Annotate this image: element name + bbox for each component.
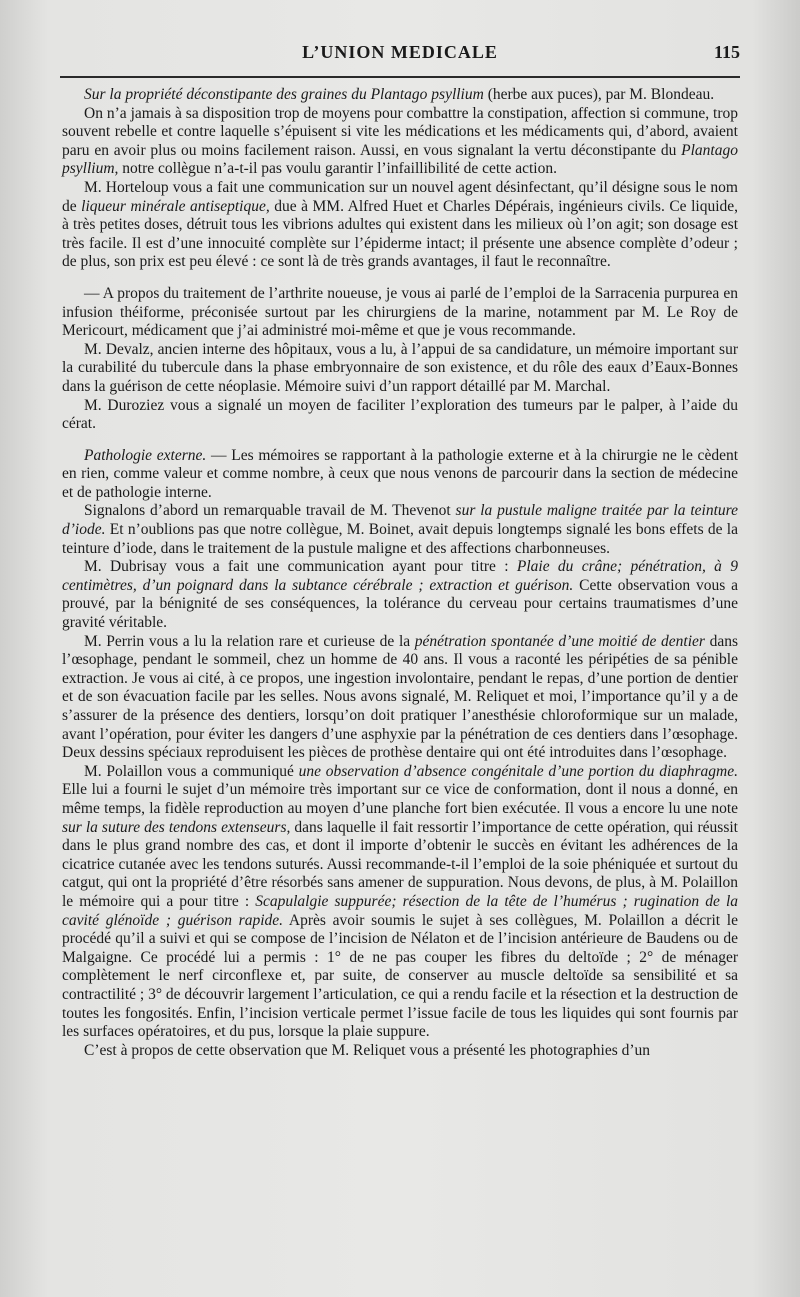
text-run: dans laquelle il fait ressortir l’importance de cette opération, qui réussit dans le plus grand nombre des cas, et dont il importe d’obtenir le succès en évitant les adhérences de la cicatrice cutanée avec les tendons suturés. Aussi recommande-t-il l’emploi de la soie phéniquée et surtout du catgut, qui ont la propriété d’être résorbés sans amener de suppuration. Nous devons, de plus, à M. Polaillon le mémoire qui a pour titre : [62, 818, 738, 910]
paragraph [62, 397, 738, 434]
italic-text: Plaie du crâne; pénétration, à 9 centimètres, d’un poignard dans la subtance cérébrale ; extraction et guérison. [62, 558, 739, 594]
paragraph [62, 1042, 738, 1061]
paragraph [62, 179, 738, 272]
text-run: M. Dubrisay vous a fait une communication ayant pour titre : [84, 558, 517, 576]
text-run: — A propos du traitement de l’arthrite noueuse, je vous ai parlé de l’emploi de la Sarracenia purpurea en infusion théiforme, préconisée surtout par les chirurgiens de la marine, notamment par M. Le Roy de Mericourt, médicament que j’ai administré moi-même et que je vous recommande. [62, 284, 738, 340]
italic-text: Sur la propriété déconstipante des graines du Plantago psyllium [84, 86, 484, 103]
italic-text: sur la suture des tendons extenseurs, [62, 818, 291, 836]
text-run: due à MM. Alfred Huet et Charles Dépérais, ingénieurs civils. Ce liquide, à très petites doses, détruit tous les vibrions adultes qui existent dans les milieux où l’on agit; son dosage est très facile. Il est d’une innocuité complète sur l’épiderme intact; il présente une absence complète d’odeur ; de plus, son prix est peu élevé : ce sont là de très grands avantages, il faut le reconnaître. [62, 197, 738, 271]
italic-text: pénétration spontanée d’une moitié de dentier [414, 632, 705, 650]
paragraph [62, 285, 738, 341]
text-run: Après avoir soumis le sujet à ses collègues, M. Polaillon a décrit le procédé qu’il a suivi et qui se compose de l’incision de Nélaton et de l’incision antérieure de Baudens ou de Malgaigne. Ce procédé lui a permis : 1° de ne pas couper les fibres du deltoïde ; 2° de ménager complètement le nerf circonflexe et, par suite, de conserver au muscle deltoïde sa sensibilité et sa contractilité ; 3° de découvrir largement l’articulation, ce qui a rendu facile et la résection et la destruction de toutes les fongosités. Enfin, l’incision verticale permet l’issue facile de tous les liquides qui sont fournis par les surfaces opératoires, et du pus, lorsque la plaie suppure. [62, 911, 738, 1041]
italic-text: Scapulalgie suppurée; résection de la tête de l’humérus ; rugination de la cavité glénoïde ; guérison rapide. [62, 892, 739, 929]
paragraph [62, 763, 738, 1042]
italic-text: une observation d’absence congénitale d’une portion du diaphragme. [298, 762, 738, 780]
text-run: (herbe aux puces), par M. Blondeau. [483, 86, 715, 103]
italic-text: sur la pustule maligne traitée par la teinture d’iode. [62, 502, 739, 539]
body-text [62, 86, 738, 1060]
page-number: 115 [713, 42, 740, 62]
paragraph [62, 105, 738, 179]
text-run: On n’a jamais à sa disposition trop de moyens pour combattre la constipation, affection si commune, trop souvent rebelle et contre laquelle s’épuisent si vite les médications et les médicaments qui, d’abord, avaient paru en avoir plus ou moins facilement raison. Aussi, en vous signalant la vertu déconstipante du [62, 104, 738, 159]
text-run: M. Perrin vous a lu la relation rare et curieuse de la [84, 632, 415, 650]
italic-text: Plantago psyllium, [62, 141, 738, 178]
text-run: notre collègue n’a-t-il pas voulu garantir l’infaillibilité de cette action. [118, 160, 557, 178]
paragraph [62, 502, 738, 558]
page-header [60, 40, 740, 70]
text-run: Signalons d’abord un remarquable travail de M. Thevenot [84, 502, 456, 520]
text-run: M. Devalz, ancien interne des hôpitaux, vous a lu, à l’appui de sa candidature, un mémoire important sur la curabilité du tubercule dans la phase embryonnaire de son existence, et du rôle des eaux d’Eaux-Bonnes dans la guérison de cette néoplasie. Mémoire suivi d’un rapport détaillé par M. Marchal. [62, 340, 738, 395]
paragraph [62, 86, 738, 105]
italic-text: liqueur minérale antiseptique, [81, 197, 270, 215]
text-run: M. Polaillon vous a communiqué [84, 762, 299, 780]
italic-text: Pathologie externe. [84, 446, 207, 464]
text-run: C’est à propos de cette observation que M. Reliquet vous a présenté les photographies d’un [84, 1041, 651, 1059]
text-run: dans l’œsophage, pendant le sommeil, chez un homme de 40 ans. Il vous a raconté les péripéties de sa pénible extraction. Je vous ai cité, à ce propos, une ingestion involontaire, pendant le repas, d’une portion de dentier et de son évacuation facile par les selles. Nous avons signalé, M. Reliquet et moi, l’importance qu’il y a de s’assurer de la présence des dentiers, lorsqu’on doit pratiquer l’anesthésie chloroformique sur un malade, avant l’opération, pour éviter les dangers d’une asphyxie par la pénétration de ces dentiers dans l’œsophage. Deux dessins spéciaux reproduisent les pièces de prothèse dentaire qui ont été introduites dans l’œsophage. [62, 632, 738, 762]
text-run: Cette observation vous a prouvé, par la bénignité de ses conséquences, la tolérance du cerveau pour certains traumatismes d’une gravité véritable. [62, 576, 738, 632]
paragraph [62, 341, 738, 397]
text-run: M. Duroziez vous a signalé un moyen de faciliter l’exploration des tumeurs par le palper, à l’aide du cérat. [62, 396, 738, 433]
paragraph [62, 558, 738, 632]
paragraph [62, 633, 738, 763]
header-rule [60, 76, 740, 78]
text-run: — Les mémoires se rapportant à la pathologie externe et à la chirurgie ne le cèdent en rien, comme valeur et comme nombre, à ceux que nous venons de parcourir dans la section de médecine et de pathologie interne. [62, 446, 739, 501]
paragraph [62, 447, 738, 503]
running-title: L’UNION MEDICALE [302, 42, 498, 62]
text-run: M. Horteloup vous a fait une communication sur un nouvel agent désinfectant, qu’il désigne sous le nom de [62, 178, 738, 215]
text-run: Elle lui a fourni le sujet d’un mémoire très important sur ce vice de conformation, dont il nous a donné, en même temps, la fidèle reproduction au moyen d’une planche fort bien exécutée. Il vous a encore lu une note [62, 781, 738, 817]
text-run: Et n’oublions pas que notre collègue, M. Boinet, avait depuis longtemps signalé les bons effets de la teinture d’iode, dans le traitement de la pustule maligne et des affections charbonneuses. [62, 521, 738, 557]
